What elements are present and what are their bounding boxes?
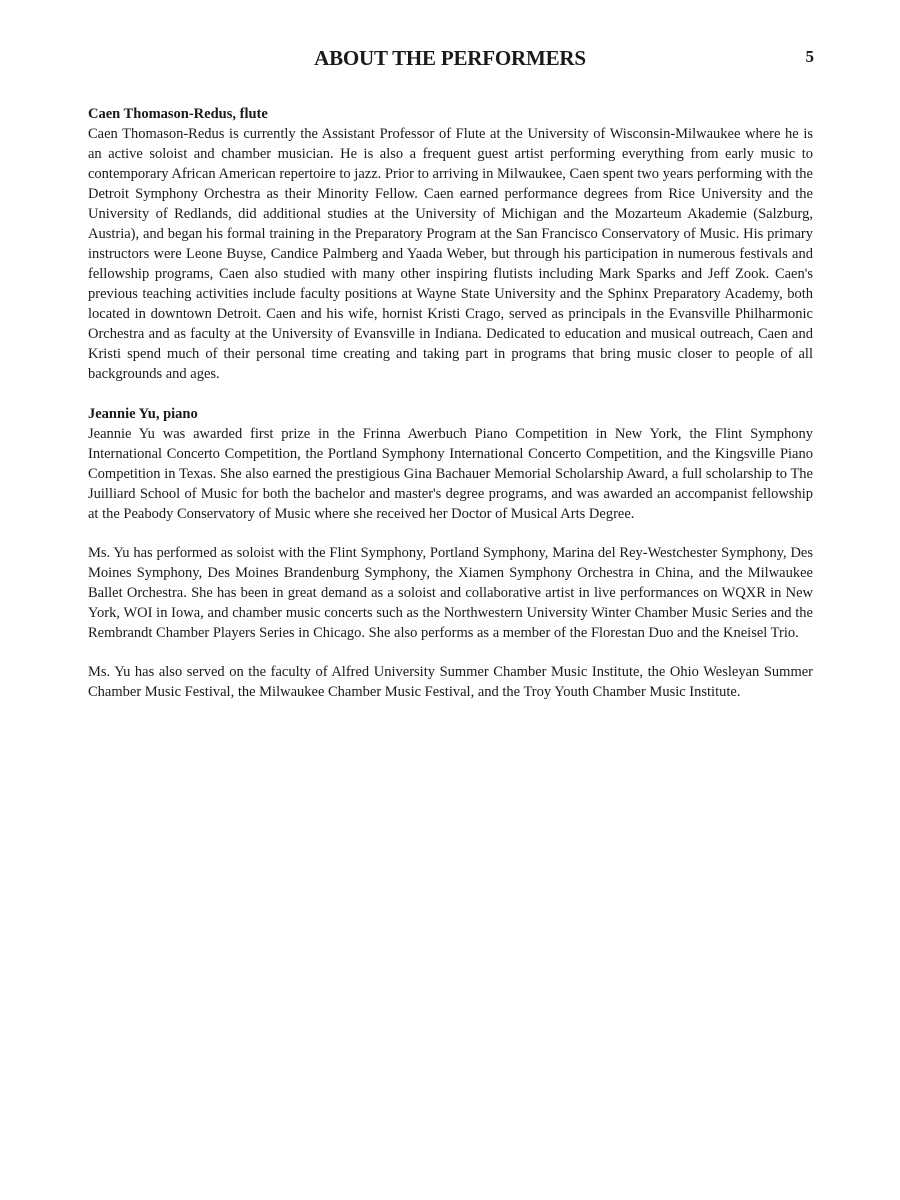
bio-paragraph: Jeannie Yu was awarded first prize in the Frinna Awerbuch Piano Competition in New York, the Flint Symphony International Concerto Competition, the Portland Symphony International Concerto Competition, and the Kingsville Piano Competition in Texas. She also earned the prestigious Gina Bachauer Memorial Scholarship Award, a full scholarship to The Juilliard School of Music for both the bachelor and master's degree programs, and was awarded an accompanist fellowship at the Peabody Conservatory of Music where she received her Doctor of Musical Arts Degree.: [88, 426, 813, 522]
performer-bio-yu: [88, 404, 813, 702]
page-content: [88, 104, 813, 722]
performer-heading: Jeannie Yu, piano: [88, 406, 198, 422]
performer-bio-thomason-redus: [88, 104, 813, 384]
page-number: 5: [805, 47, 814, 66]
bio-paragraph: Caen Thomason-Redus is currently the Assistant Professor of Flute at the University of Wisconsin-Milwaukee where he is an active soloist and chamber musician. He is also a frequent guest artist performing everything from early music to contemporary African American repertoire to jazz. Prior to arriving in Milwaukee, Caen spent two years performing with the Detroit Symphony Orchestra as their Minority Fellow. Caen earned performance degrees from Rice University and the University of Redlands, did additional studies at the University of Michigan and the Mozarteum Akademie (Salzburg, Austria), and began his formal training in the Preparatory Program at the San Francisco Conservatory of Music. His primary instructors were Leone Buyse, Candice Palmberg and Yaada Weber, but through his participation in numerous festivals and fellowship programs, Caen also studied with many other inspiring flutists including Mark Sparks and Jeff Zook. Caen's previous teaching activities include faculty positions at Wayne State University and the Sphinx Preparatory Academy, both located in downtown Detroit. Caen and his wife, hornist Kristi Crago, served as principals in the Evansville Philharmonic Orchestra and as faculty at the University of Evansville in Indiana. Dedicated to education and musical outreach, Caen and Kristi spend much of their personal time creating and taking part in programs that bring music closer to people of all backgrounds and ages.: [88, 126, 813, 382]
performer-heading: Caen Thomason-Redus, flute: [88, 106, 268, 122]
bio-paragraph: Ms. Yu has also served on the faculty of Alfred University Summer Chamber Music Institute, the Ohio Wesleyan Summer Chamber Music Festival, the Milwaukee Chamber Music Festival, and the Troy Youth Chamber Music Institute.: [88, 664, 813, 700]
page-title: ABOUT THE PERFORMERS: [314, 46, 586, 70]
bio-paragraph: Ms. Yu has performed as soloist with the Flint Symphony, Portland Symphony, Marina del Rey-Westchester Symphony, Des Moines Symphony, Des Moines Brandenburg Symphony, the Xiamen Symphony Orchestra in China, and the Milwaukee Ballet Orchestra. She has been in great demand as a soloist and collaborative artist in live performances on WQXR in New York, WOI in Iowa, and chamber music concerts such as the Northwestern University Winter Chamber Music Series and the Rembrandt Chamber Players Series in Chicago. She also performs as a member of the Florestan Duo and the Kneisel Trio.: [88, 545, 813, 641]
